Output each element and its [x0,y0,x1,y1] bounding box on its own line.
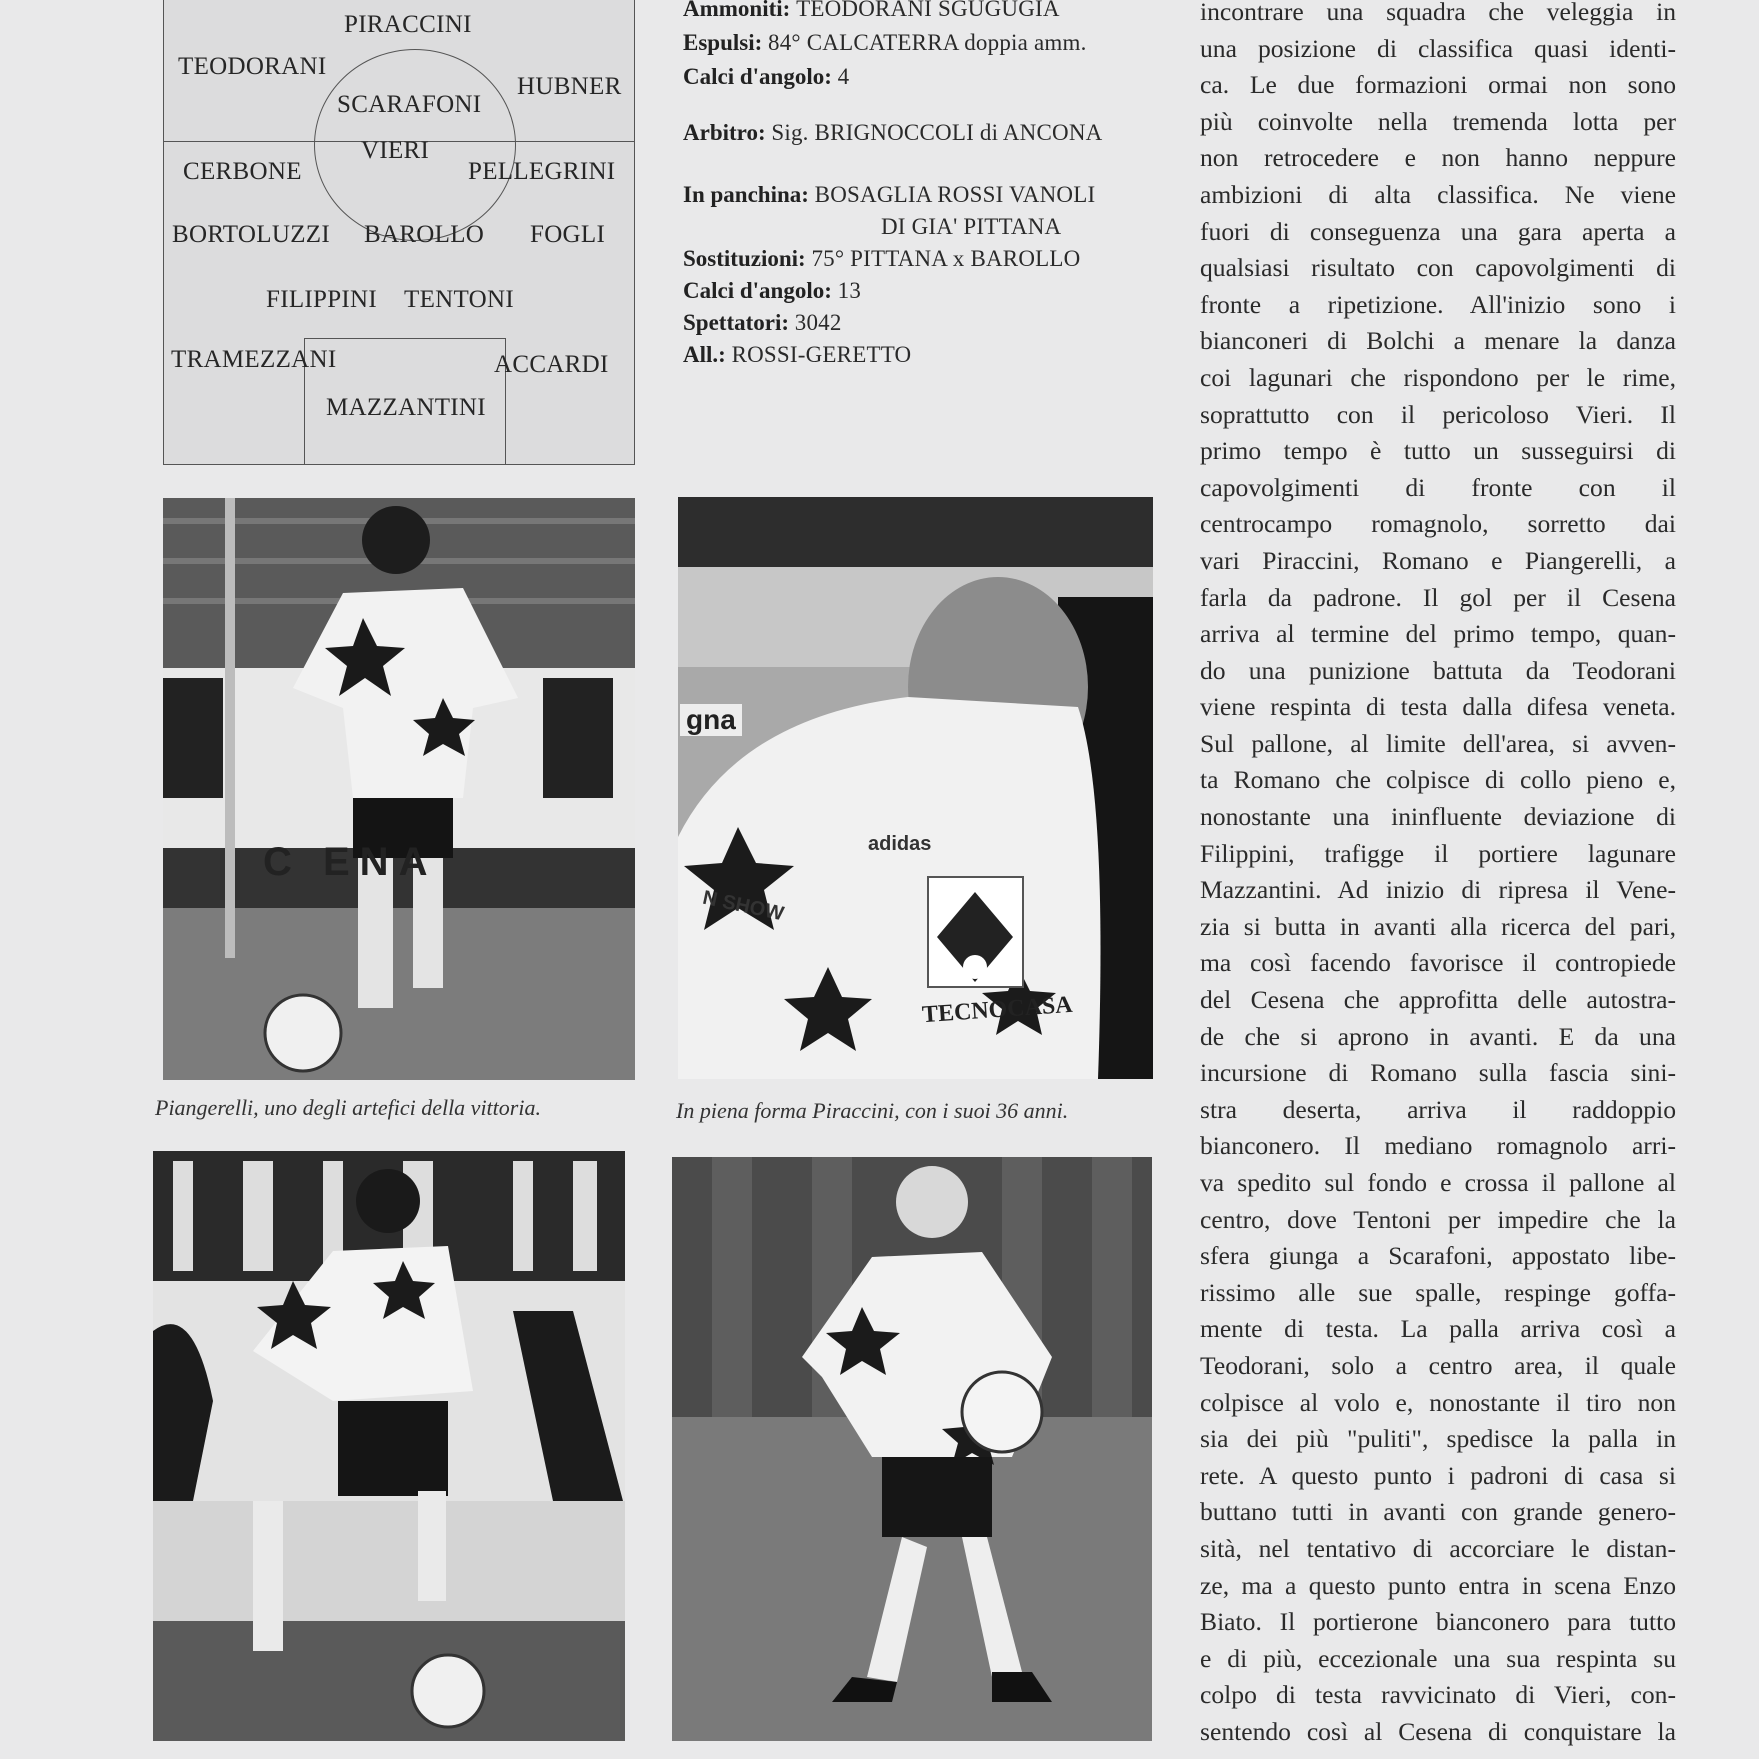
article-line: de che si aprono in avanti. E da una [1200,1021,1676,1051]
article-line: coi lagunari che rispondono per le rime, [1200,362,1676,392]
article-line: primo tempo è tutto un susseguirsi di [1200,436,1676,466]
article-line: vari Piraccini, Romano e Piangerelli, a [1200,545,1676,575]
shirt-sponsor: TECNOCASA [921,991,1074,1029]
player-name: VIERI [361,137,430,164]
caption-photo-2: In piena forma Piraccini, con i suoi 36 anni. [676,1098,1069,1123]
info-ammoniti: Ammoniti: TEODORANI SGUGUGIA [683,0,1060,21]
info-allenatore: All.: ROSSI-GERETTO [683,342,912,367]
article-line: capovolgimenti di fronte con il [1200,472,1676,502]
article-line: mente di testa. La palla arriva così a [1200,1314,1676,1344]
info-spettatori: Spettatori: 3042 [683,310,842,335]
article-line: Mazzantini. Ad inizio di ripresa il Vene- [1200,875,1676,905]
article-line: viene respinta di testa dalla difesa veneta. [1200,692,1676,722]
article-line: arriva al termine del primo tempo, quan- [1200,619,1676,649]
article-line: ca. Le due formazioni ormai non sono [1200,70,1676,100]
player-name: PIRACCINI [344,11,472,38]
player-name: CERBONE [183,158,302,185]
article-line: Biato. Il portierone bianconero para tutto [1200,1607,1676,1637]
article-line: sia dei più "puliti", spedisce la palla in [1200,1424,1676,1454]
article-line: stra deserta, arriva il raddoppio [1200,1094,1676,1124]
article-line: più coinvolte nella tremenda lotta per [1200,106,1676,136]
article-line: rete. A questo punto i padroni di casa si [1200,1460,1676,1490]
article-line: soprattutto con il pericoloso Vieri. Il [1200,399,1676,429]
article-line: colpo di testa ravvicinato di Vieri, con- [1200,1680,1676,1710]
stadium-banner: C ENA [263,840,438,884]
info-sostituzioni: Sostituzioni: 75° PITTANA x BAROLLO [683,246,1081,271]
article-line: bianconeri di Bolchi a menare la danza [1200,326,1676,356]
sleeve-badge: N SHOW [700,886,786,926]
article-line: do una punizione battuta da Teodorani [1200,655,1676,685]
article-line: Sul pallone, al limite dell'area, si avven- [1200,728,1676,758]
article-line: nonostante una ininfluente deviazione di [1200,802,1676,832]
article-line: ze, ma a questo punto entra in scena Enzo [1200,1570,1676,1600]
player-name: ACCARDI [494,351,609,378]
player-name: MAZZANTINI [326,394,486,421]
photo-piraccini [678,497,1153,1079]
player-name: FILIPPINI [266,286,378,313]
article-line: qualsiasi risultato con capovolgimenti di [1200,253,1676,283]
article-line: centro, dove Tentoni per impedire che la [1200,1204,1676,1234]
info-calci-angolo-1: Calci d'angolo: 4 [683,64,850,89]
article-line: fronte a ripetizione. All'inizio sono i [1200,289,1676,319]
info-arbitro: Arbitro: Sig. BRIGNOCCOLI di ANCONA [683,120,1103,145]
article-line: bianconero. Il mediano romagnolo arri- [1200,1131,1676,1161]
player-name: TENTONI [404,286,514,313]
article-line: zia si butta in avanti alla ricerca del pari, [1200,911,1676,941]
article-line: del Cesena che approfitta delle autostra- [1200,985,1676,1015]
article-line: farla da padrone. Il gol per il Cesena [1200,582,1676,612]
article-line: Teodorani, solo a centro area, il quale [1200,1350,1676,1380]
article-line: una posizione di classifica quasi identi- [1200,33,1676,63]
photo-player-kick [672,1157,1152,1741]
player-name: SCARAFONI [337,91,482,118]
player-name: BORTOLUZZI [172,221,330,248]
article-line: e di più, eccezionale una sua respinta su [1200,1643,1676,1673]
info-espulsi: Espulsi: 84° CALCATERRA doppia amm. [683,30,1087,55]
article-line: fuori di conseguenza una gara aperta a [1200,216,1676,246]
player-name: TRAMEZZANI [171,346,337,373]
article-line: non retrocedere e non hanno neppure [1200,143,1676,173]
article-line: Filippini, trafigge il portiere lagunare [1200,838,1676,868]
article-line: buttano tutti in avanti con grande genero- [1200,1497,1676,1527]
article-line: ta Romano che colpisce di collo pieno e, [1200,765,1676,795]
article-line: incursione di Romano sulla fascia sini- [1200,1058,1676,1088]
stadium-banner: gna [680,704,742,736]
article-line: sfera giunga a Scarafoni, appostato libe- [1200,1241,1676,1271]
player-name: PELLEGRINI [468,158,616,185]
article-line: colpisce al volo e, nonostante il tiro non [1200,1387,1676,1417]
info-calci-angolo-2: Calci d'angolo: 13 [683,278,862,303]
article-body [1200,0,1676,1751]
formation-diagram [163,0,635,465]
player-name: FOGLI [530,221,606,248]
caption-photo-1: Piangerelli, uno degli artefici della vittoria. [155,1095,541,1120]
article-line: ma così facendo favorisce il contropiede [1200,948,1676,978]
shirt-brand: adidas [868,833,932,855]
article-line: rissimo alle sue spalle, respinge goffa- [1200,1277,1676,1307]
player-name: BAROLLO [364,221,485,248]
article-line: centrocampo romagnolo, sorretto dai [1200,509,1676,539]
player-name: TEODORANI [178,53,327,80]
article-line: va spedito sul fondo e crossa il pallone al [1200,1168,1676,1197]
article-line: incontrare una squadra che veleggia in [1200,0,1676,26]
photo-piangerelli [163,498,635,1080]
article-line: ambizioni di alta classifica. Ne viene [1200,179,1676,209]
player-name: HUBNER [517,73,622,100]
article-line: sità, nel tentativo di accorciare le distan- [1200,1533,1676,1563]
info-panchina: In panchina: BOSAGLIA ROSSI VANOLI [683,182,1096,207]
article-line: sentendo così al Cesena di conquistare la [1200,1716,1676,1746]
info-panchina-cont: DI GIA' PITTANA [881,214,1062,239]
photo-romano [153,1151,625,1741]
